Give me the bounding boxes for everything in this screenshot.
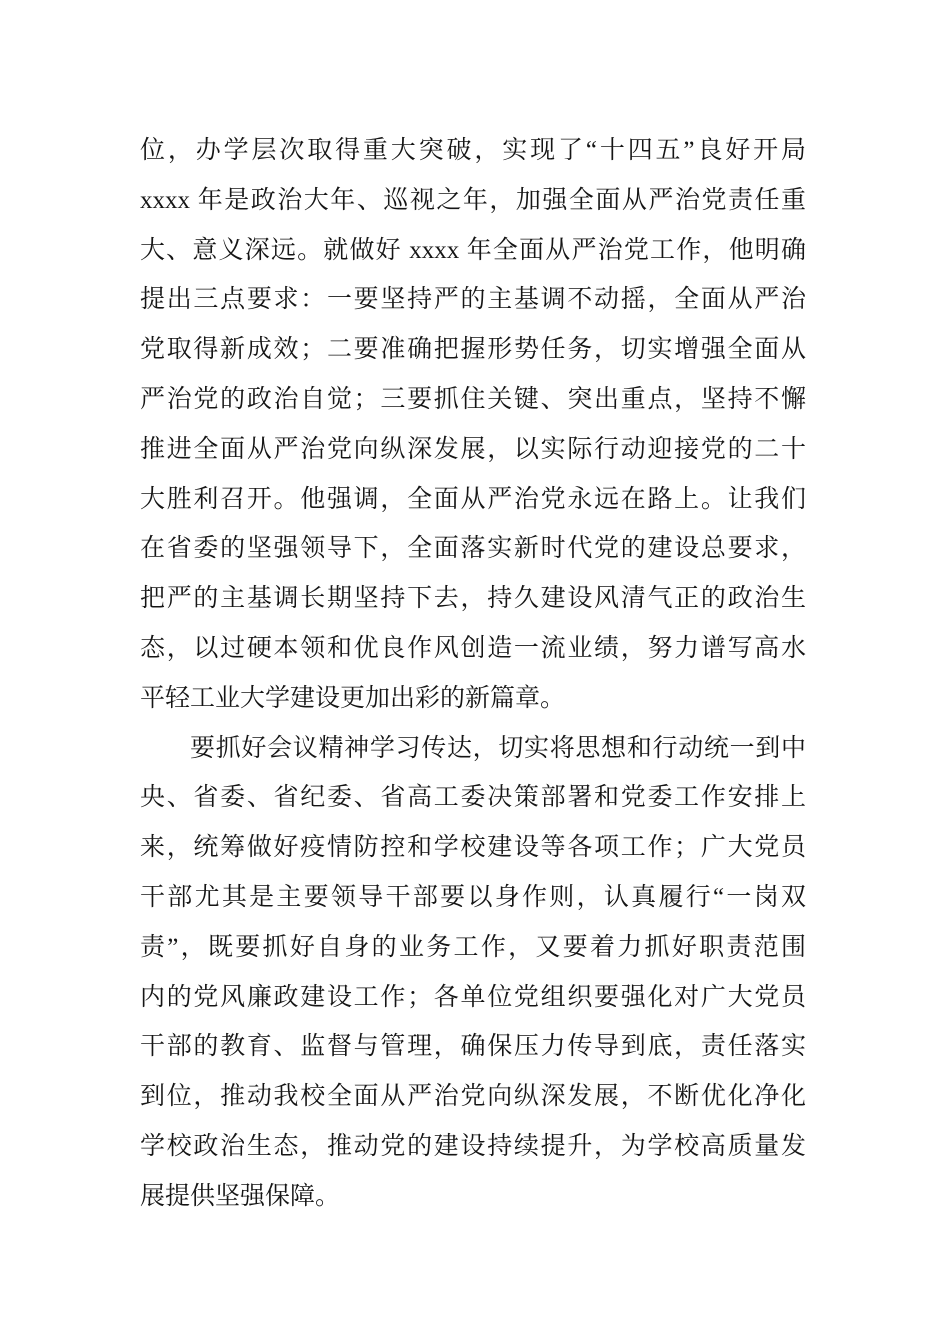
text-line: 推进全面从严治党向纵深发展，以实际行动迎接党的二十	[140, 435, 806, 463]
document-body	[140, 126, 806, 1222]
text-line: 把严的主基调长期坚持下去，持久建设风清气正的政治生	[140, 585, 806, 613]
text-line: 严治党的政治自觉；三要抓住关键、突出重点，坚持不懈	[140, 385, 806, 413]
text-line: 在省委的坚强领导下，全面落实新时代党的建设总要求，	[140, 535, 806, 563]
paragraph	[140, 126, 806, 724]
text-line: 到位，推动我校全面从严治党向纵深发展，不断优化净化	[140, 1083, 806, 1111]
text-line: xxxx 年是政治大年、巡视之年，加强全面从严治党责任重	[140, 186, 806, 214]
text-line: 央、省委、省纪委、省高工委决策部署和党委工作安排上	[140, 784, 806, 812]
text-line: 干部的教育、监督与管理，确保压力传导到底，责任落实	[140, 1033, 806, 1061]
text-line: 学校政治生态，推动党的建设持续提升，为学校高质量发	[140, 1132, 806, 1160]
text-line: 来，统筹做好疫情防控和学校建设等各项工作；广大党员	[140, 834, 806, 862]
text-line: 党取得新成效；二要准确把握形势任务，切实增强全面从	[140, 336, 806, 364]
text-line: 内的党风廉政建设工作；各单位党组织要强化对广大党员	[140, 983, 806, 1011]
text-line: 位，办学层次取得重大突破，实现了“十四五”良好开局	[140, 137, 806, 164]
text-line: 提出三点要求：一要坚持严的主基调不动摇，全面从严治	[140, 286, 806, 314]
text-line: 展提供坚强保障。	[140, 1182, 341, 1210]
text-line: 干部尤其是主要领导干部要以身作则，认真履行“一岗双	[140, 883, 806, 911]
text-line: 平轻工业大学建设更加出彩的新篇章。	[140, 684, 566, 712]
text-line: 态，以过硬本领和优良作风创造一流业绩，努力谱写高水	[140, 634, 806, 662]
paragraph	[140, 724, 806, 1222]
text-line: 大、意义深远。就做好 xxxx 年全面从严治党工作，他明确	[140, 236, 806, 264]
text-line: 大胜利召开。他强调，全面从严治党永远在路上。让我们	[140, 485, 806, 513]
text-line: 要抓好会议精神学习传达，切实将思想和行动统一到中	[190, 734, 806, 762]
text-line: 责”，既要抓好自身的业务工作，又要着力抓好职责范围	[140, 933, 806, 961]
